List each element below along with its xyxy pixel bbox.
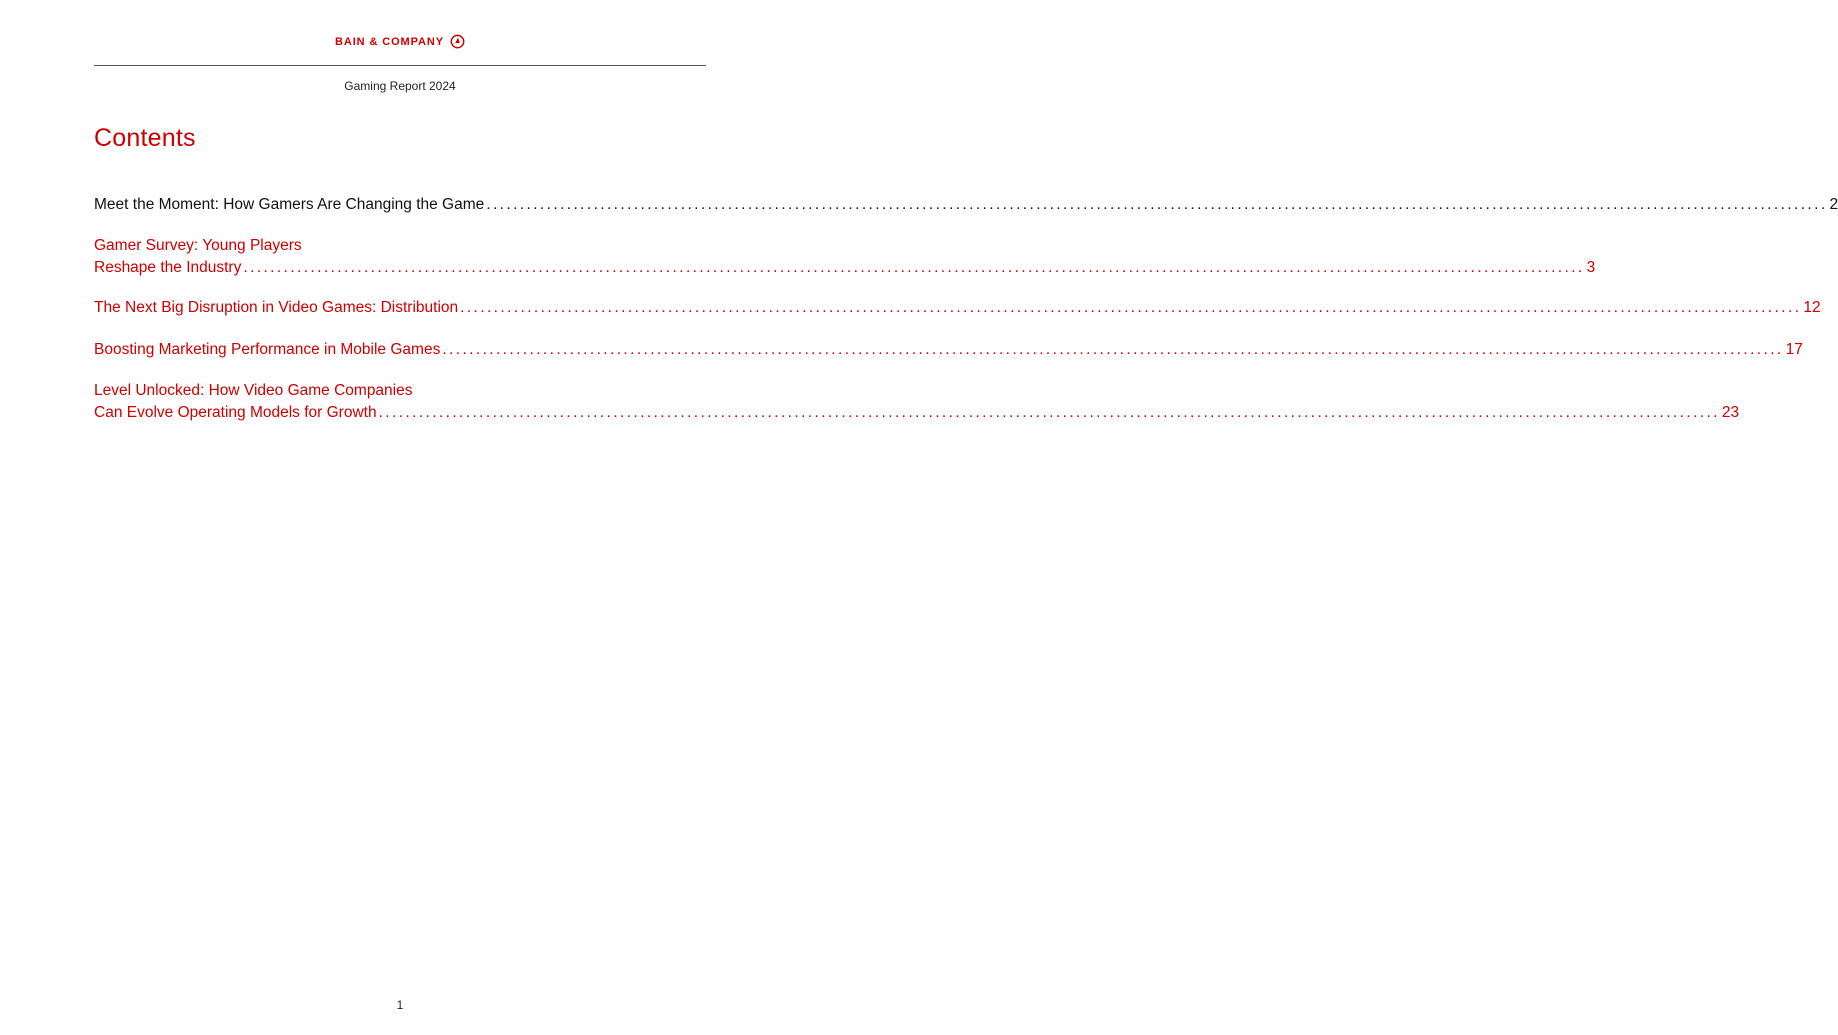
toc-leader-dots: ........................................................................................................................................................................................................ [243,259,1585,276]
toc-line [94,194,1838,216]
toc-entry-next-big-disruption[interactable] [94,297,1821,319]
toc-line [94,402,1740,424]
toc-entry-boosting-marketing[interactable] [94,339,1803,361]
toc-page-number: 23 [1721,404,1740,421]
toc-entry-level-unlocked[interactable] [94,380,1740,424]
toc-line [94,297,1821,319]
report-title: Gaming Report 2024 [344,79,456,93]
toc-entry-title: Boosting Marketing Performance in Mobile Games [94,341,441,358]
toc-entry-meet-the-moment[interactable] [94,194,1838,216]
toc-page-number: 3 [1586,259,1596,276]
toc-leader-dots: ........................................................................................................................................................................................................ [442,341,1784,358]
header-divider [94,65,706,66]
toc-page-number: 2 [1829,196,1838,213]
toc-entry-gamer-survey[interactable] [94,235,1596,279]
toc-line [94,339,1803,361]
toc-line [94,257,1596,279]
toc-entry-title: The Next Big Disruption in Video Games: Distribution [94,299,459,316]
bain-logo-icon [450,34,465,49]
brand-name: BAIN & COMPANY [335,35,444,48]
toc-page-number: 12 [1803,299,1821,316]
brand-header [0,34,800,49]
toc-entry-title: Gamer Survey: Young Players [94,237,302,254]
toc-entry-title: Can Evolve Operating Models for Growth [94,404,377,421]
toc-leader-dots: ........................................................................................................................................................................................................ [460,299,1802,316]
toc-entry-title: Level Unlocked: How Video Game Companies [94,382,413,399]
toc-entry-title: Reshape the Industry [94,259,242,276]
page-number: 1 [396,998,404,1012]
contents-heading: Contents [94,124,196,152]
toc-entry-title: Meet the Moment: How Gamers Are Changing the Game [94,196,485,213]
toc-leader-dots: ........................................................................................................................................................................................................ [486,196,1828,213]
toc-page-number: 17 [1785,341,1803,358]
toc-leader-dots: ........................................................................................................................................................................................................ [378,404,1720,421]
toc-line [94,235,706,257]
toc-line [94,380,706,402]
